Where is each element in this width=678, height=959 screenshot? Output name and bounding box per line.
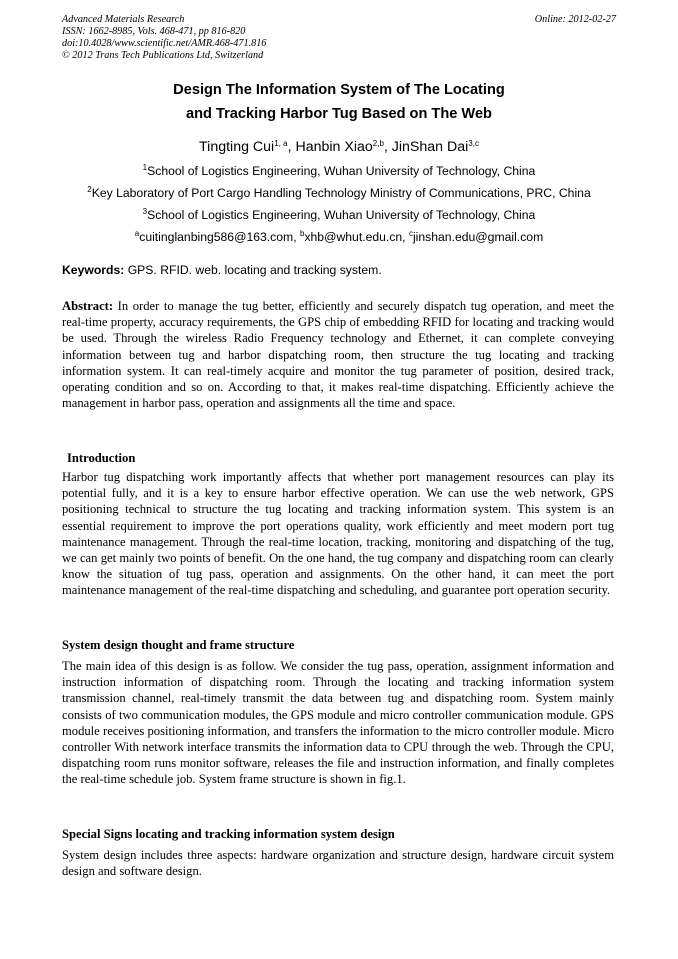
email-address: xhb@whut.edu.cn, bbox=[304, 230, 409, 244]
email-mark: c bbox=[408, 229, 413, 238]
affiliation-text: Key Laboratory of Port Cargo Handling Technology Ministry of Communications, PRC, China bbox=[91, 186, 591, 200]
affiliation-text: School of Logistics Engineering, Wuhan University of Technology, China bbox=[147, 208, 536, 222]
section-heading-introduction: Introduction bbox=[67, 451, 136, 465]
copyright-line: © 2012 Trans Tech Publications Ltd, Switzerland bbox=[62, 50, 264, 61]
author-affil-mark: 1, a bbox=[274, 139, 288, 148]
journal-name: Advanced Materials Research bbox=[62, 14, 185, 25]
keywords-text: GPS. RFID. web. locating and tracking system. bbox=[124, 263, 382, 277]
section-heading-special-signs: Special Signs locating and tracking information system design bbox=[62, 827, 395, 841]
author-list bbox=[0, 137, 678, 157]
author-emails bbox=[0, 229, 678, 245]
author-affil-mark: 3,c bbox=[468, 139, 479, 148]
email-address: jinshan.edu@gmail.com bbox=[412, 230, 544, 244]
abstract-label: Abstract: bbox=[62, 299, 114, 313]
introduction-paragraph: Harbor tug dispatching work importantly affects that whether port management resources can play its potential fully, and it is a key to ensure harbor effective operation. We can use the web network, GPS positioning technical to structure the tug locating and tracking information system. This system is an essential requirement to improve the port operations quality, work efficiently and meet modern port tug maintenance management. Through the real-time location, tracking, monitoring and dispatching of the tug, we can get mainly two points of benefit. On the one hand, the tug company and dispatching room can clearly know the situation of tug pass, operation and assignments. On the other hand, it can meet the port maintenance management of the real-time dispatching and scheduling, and guarantee port operation security. bbox=[62, 470, 614, 598]
abstract bbox=[62, 298, 614, 411]
author-separator: , bbox=[383, 139, 392, 155]
author-name: Tingting Cui bbox=[199, 139, 275, 155]
affiliation-text: School of Logistics Engineering, Wuhan University of Technology, China bbox=[147, 164, 536, 178]
affiliation-3 bbox=[0, 207, 678, 223]
paper-title-line-1: Design The Information System of The Locating bbox=[173, 82, 505, 98]
email-address: cuitinglanbing586@163.com, bbox=[139, 230, 300, 244]
keywords-label: Keywords: bbox=[62, 263, 125, 277]
affiliation-mark: 3 bbox=[142, 207, 148, 216]
online-date: Online: 2012-02-27 bbox=[534, 14, 616, 25]
journal-header bbox=[62, 14, 266, 62]
doi-line: doi:10.4028/www.scientific.net/AMR.468-471.816 bbox=[62, 38, 267, 49]
email-mark: b bbox=[299, 229, 305, 238]
keywords bbox=[62, 262, 382, 278]
author-name: Hanbin Xiao bbox=[295, 139, 373, 155]
special-signs-paragraph: System design includes three aspects: hardware organization and structure design, hardware circuit system design and software design. bbox=[62, 848, 614, 879]
affiliation-mark: 1 bbox=[142, 163, 148, 172]
author-affil-mark: 2,b bbox=[372, 139, 384, 148]
system-design-paragraph: The main idea of this design is as follow. We consider the tug pass, operation, assignment information and instruction information of dispatching room. Through the locating and tracking information system transmission channel, real-timely transmit the data between tug and dispatching room. System mainly consists of two communication modules, the GPS module and micro controller communication module. GPS module receives positioning information, and transfers the information to the micro controller module. Micro controller With network interface transmits the information data to CPU through the web. Through the CPU, dispatching room runs monitor software, releases the file and instruction information, and finally completes the real-time schedule job. System frame structure is shown in fig.1. bbox=[62, 659, 614, 787]
paper-title-line-2: and Tracking Harbor Tug Based on The Web bbox=[186, 106, 492, 122]
abstract-text: In order to manage the tug better, efficiently and securely dispatch tug operation, and meet the real-time property, accuracy requirements, the GPS chip of embedding RFID for locating and tracking would be used. Through the wireless Radio Frequency technology and Ethernet, it can complete conveying information between tug and harbor dispatching room, then structure the tug locating and tracking information system. It can real-timely acquire and monitor the tug parameter of position, desired track, operating condition and so on. According to that, it makes real-time dispatching. Efficiently achieve the management in harbor pass, operation and assignments all the time and space. bbox=[62, 299, 614, 411]
section-heading-system-design: System design thought and frame structure bbox=[62, 638, 295, 652]
issn-line: ISSN: 1662-8985, Vols. 468-471, pp 816-820 bbox=[62, 26, 246, 37]
affiliation-2 bbox=[0, 185, 678, 201]
author-separator: , bbox=[287, 139, 296, 155]
affiliation-mark: 2 bbox=[87, 185, 92, 194]
author-name: JinShan Dai bbox=[391, 139, 469, 155]
affiliation-1 bbox=[0, 163, 678, 179]
email-mark: a bbox=[134, 229, 140, 238]
